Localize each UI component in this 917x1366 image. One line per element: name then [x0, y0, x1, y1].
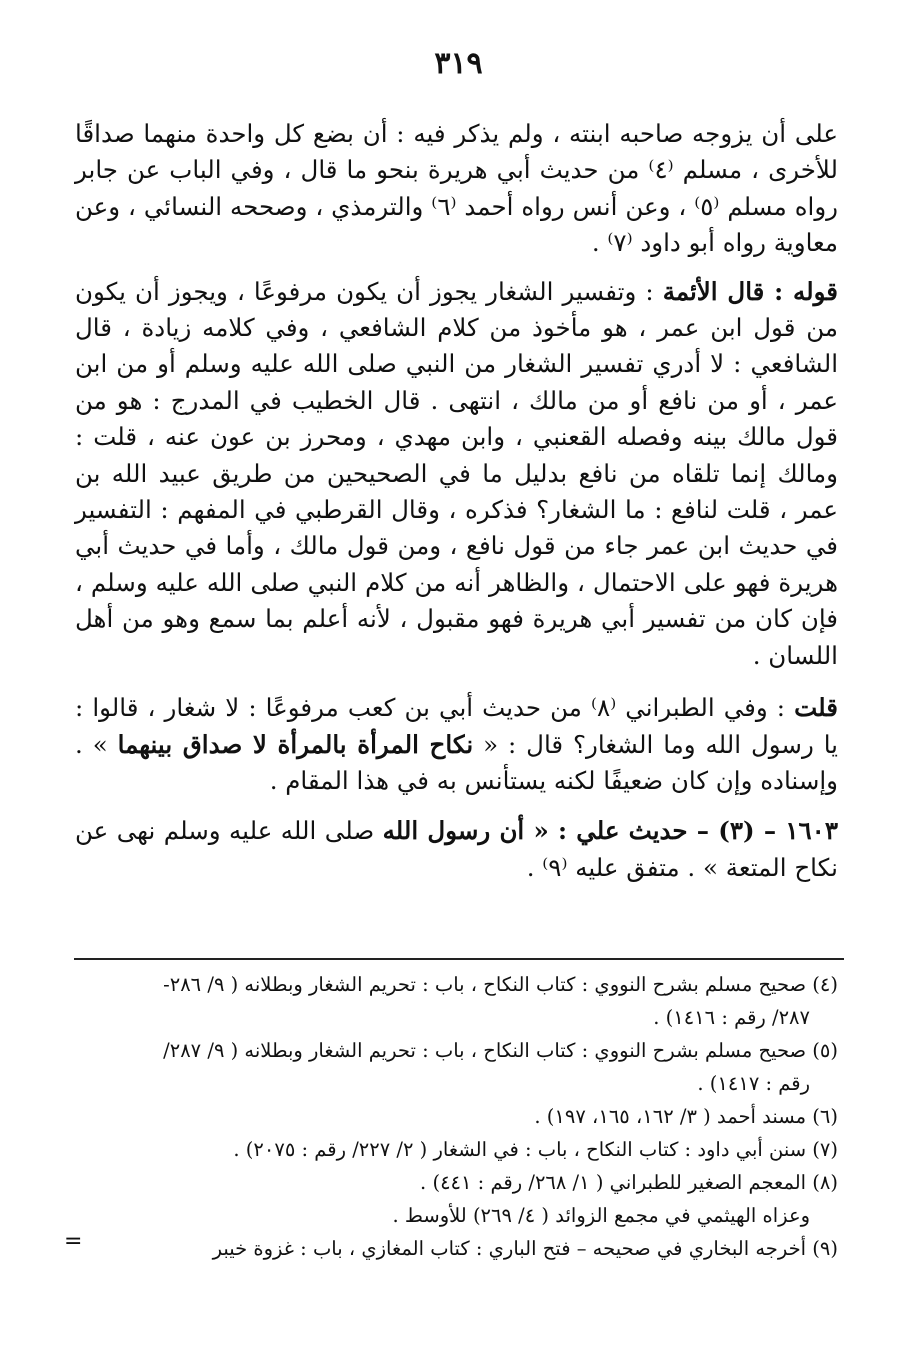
paragraph-1: على أن يزوجه صاحبه ابنته ، ولم يذكر فيه : أن بضع كل واحدة منهما صداقًا للأخرى ، مسلم ⁽٤⁾ من حديث أبي هريرة بنحو ما قال ، وفي الباب عن جابر رواه مسلم ⁽٥⁾ ، وعن أنس رواه أحمد ⁽٦⁾ والترمذي ، وصححه النسائي ، وعن معاوية رواه أبو داود ⁽٧⁾ . [75, 119, 838, 258]
footnote-4-continued: ٢٨٧/ رقم : ١٤١٦) . [653, 1006, 810, 1029]
continuation-mark: = [64, 1229, 83, 1254]
hadith-rest: صلى الله عليه وسلم نهى عن نكاح المتعة » . متفق عليه ⁽٩⁾ . [75, 816, 838, 882]
hadith-paragraph [75, 813, 838, 886]
paragraph-2-lead: قوله : قال الأئمة [662, 276, 838, 306]
footnote-separator [74, 958, 844, 960]
footnote-5-continued: رقم : ١٤١٧) . [697, 1072, 810, 1095]
footnote-7: (٧) سنن أبي داود : كتاب النكاح ، باب : في الشغار ( ٢/ ٢٢٧/ رقم : ٢٠٧٥) . [233, 1138, 838, 1161]
footnote-6: (٦) مسند أحمد ( ٣/ ١٦٢، ١٦٥، ١٩٧) . [534, 1105, 838, 1128]
footnote-8-continued: وعزاه الهيثمي في مجمع الزوائد ( ٤/ ٢٦٩) للأوسط . [392, 1204, 810, 1227]
footnote-5: (٥) صحيح مسلم بشرح النووي : كتاب النكاح ، باب : تحريم الشغار وبطلانه ( ٩/ ٢٨٧/ [163, 1039, 838, 1062]
paragraph-3 [75, 690, 838, 799]
hadith-heading: ١٦٠٣ – (٣) – حديث علي : « أن رسول الله [382, 816, 838, 846]
paragraph-3-mid: : وفي الطبراني ⁽٨⁾ من حديث أبي بن كعب مرفوعًا : لا شغار ، قالوا : يا رسول الله وما الشغار؟ قال : « [75, 693, 838, 759]
paragraph-3-lead: قلت [794, 693, 838, 723]
page-number: ٣١٩ [434, 46, 483, 81]
paragraph-3-tail: » . وإسناده وإن كان ضعيفًا لكنه يستأنس به في هذا المقام . [75, 729, 838, 795]
footnote-8: (٨) المعجم الصغير للطبراني ( ١/ ٢٦٨/ رقم : ٤٤١) . [420, 1171, 838, 1194]
paragraph-2 [75, 274, 838, 674]
paragraph-2-body: : وتفسير الشغار يجوز أن يكون مرفوعًا ، ويجوز أن يكون من قول ابن عمر ، هو مأخوذ من كلام الشافعي ، وفي كلامه زيادة ، قال الشافعي : لا أدري تفسير الشغار من النبي صلى الله عليه وسلم أو من ابن عمر ، أو من نافع أو من مالك ، انتهى . قال الخطيب في المدرج : هو من قول مالك بينه وفصله القعنبي ، وابن مهدي ، ومحرز بن عون عنه ، قلت : ومالك إنما تلقاه من نافع بدليل ما في الصحيحين من طريق عبيد الله بن عمر ، قلت لنافع : ما الشغار؟ فذكره ، وقال القرطبي في المفهم : التفسير في حديث ابن عمر جاء من قول نافع ، ومن قول مالك ، وأما في حديث أبي هريرة فهو على الاحتمال ، والظاهر أنه من كلام النبي صلى الله عليه وسلم ، فإن كان من تفسير أبي هريرة فهو مقبول ، لأنه أعلم بما سمع وهو من أهل اللسان . [75, 276, 838, 670]
footnote-4: (٤) صحيح مسلم بشرح النووي : كتاب النكاح ، باب : تحريم الشغار وبطلانه ( ٩/ ٢٨٦- [163, 973, 838, 996]
paragraph-3-quote: نكاح المرأة بالمرأة لا صداق بينهما [117, 729, 474, 759]
footnote-9: (٩) أخرجه البخاري في صحيحه – فتح الباري : كتاب المغازي ، باب : غزوة خيبر [212, 1237, 838, 1260]
main-text [75, 116, 838, 886]
footnotes [68, 968, 838, 1265]
